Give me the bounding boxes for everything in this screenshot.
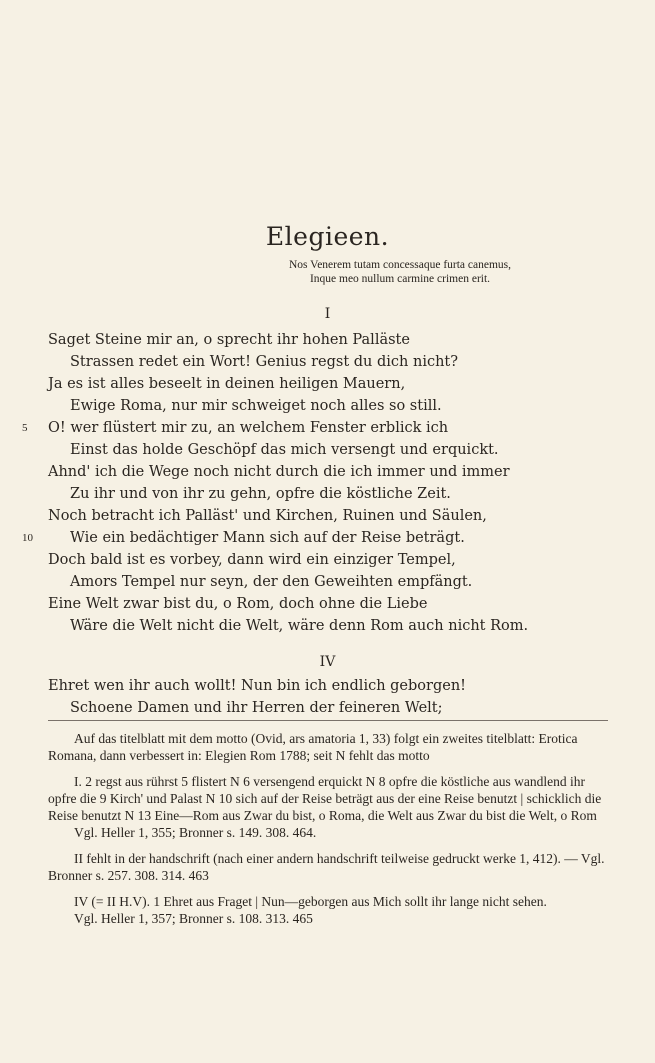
verse-line xyxy=(48,439,608,461)
verse-text: Ehret wen ihr auch wollt! Nun bin ich endlich geborgen! xyxy=(48,678,466,694)
verse-line xyxy=(48,593,608,615)
verse-text: Noch betracht ich Palläst' und Kirchen, Ruinen und Säulen, xyxy=(48,508,487,524)
verse-line xyxy=(48,505,608,527)
note-title-page: Auf das titelblatt mit dem motto (Ovid, ars amatoria 1, 33) folgt ein zweites titelblatt: Erotica Romana, dann verbessert in: Elegien Rom 1788; seit N fehlt das motto xyxy=(48,731,578,763)
note-references-iv: Vgl. Heller 1, 357; Bronner s. 108. 313. 465 xyxy=(74,911,313,926)
elegy-title: Elegieen. xyxy=(265,222,390,251)
verse-line xyxy=(48,373,608,395)
verse-text: Wäre die Welt nicht die Welt, wäre denn Rom auch nicht Rom. xyxy=(70,618,529,634)
verse-line xyxy=(48,697,608,719)
verse-text: Zu ihr und von ihr zu gehn, opfre die köstliche Zeit. xyxy=(70,486,451,502)
note-references-i: Vgl. Heller 1, 355; Bronner s. 149. 308. 464. xyxy=(74,825,317,840)
line-number: 5 xyxy=(22,422,28,434)
verse-text: Wie ein bedächtiger Mann sich auf der Reise beträgt. xyxy=(70,530,465,546)
verse-text: O! wer flüstert mir zu, an welchem Fenster erblick ich xyxy=(48,420,449,436)
verse-line xyxy=(48,675,608,697)
poem-section-i xyxy=(22,329,608,637)
verse-line xyxy=(48,329,608,351)
footnote-divider xyxy=(48,720,608,721)
verse-text: Strassen redet ein Wort! Genius regst du dich nicht? xyxy=(70,354,459,370)
verse-text: Einst das holde Geschöpf das mich versengt und erquickt. xyxy=(70,442,499,458)
verse-text: Ewige Roma, nur mir schweiget noch alles so still. xyxy=(70,398,442,414)
motto-line-1: Nos Venerem tutam concessaque furta canemus, xyxy=(288,259,512,271)
section-i-numeral: I xyxy=(324,306,331,322)
verse-text: Eine Welt zwar bist du, o Rom, doch ohne die Liebe xyxy=(48,596,428,612)
verse-text: Ja es ist alles beseelt in deinen heiligen Mauern, xyxy=(48,376,406,392)
verse-line xyxy=(48,571,608,593)
motto xyxy=(230,258,570,286)
note-section-ii: II fehlt in der handschrift (nach einer andern handschrift teilweise gedruckt werke 1, 412). — Vgl. Bronner s. 257. 308. 314. 463 xyxy=(48,851,605,883)
verse-text: Amors Tempel nur seyn, der den Geweihten empfängt. xyxy=(70,574,473,590)
verse-text: Ahnd' ich die Wege noch nicht durch die ich immer und immer xyxy=(48,464,510,480)
verse-line xyxy=(22,417,608,439)
verse-line xyxy=(48,483,608,505)
section-iv-numeral: IV xyxy=(319,654,336,670)
note-variants-iv: IV (= II H.V). 1 Ehret aus Fraget | Nun—geborgen aus Mich sollt ihr lange nicht sehen. xyxy=(74,894,547,909)
verse-line xyxy=(48,461,608,483)
line-number: 10 xyxy=(22,532,33,544)
apparatus-notes xyxy=(48,730,608,927)
verse-line xyxy=(48,549,608,571)
poem-section-iv xyxy=(48,675,608,719)
verse-line xyxy=(48,395,608,417)
verse-text: Doch bald ist es vorbey, dann wird ein einziger Tempel, xyxy=(48,552,456,568)
verse-text: Saget Steine mir an, o sprecht ihr hohen Palläste xyxy=(48,332,410,348)
verse-line xyxy=(48,351,608,373)
motto-line-2: Inque meo nullum carmine crimen erit. xyxy=(309,273,491,285)
note-variants-i: I. 2 regst aus rührst 5 flistert N 6 versengend erquickt N 8 opfre die köstliche aus wandlend ihr opfre die 9 Kirch' und Palast N 10 sich auf der Reise beträgt aus der eine Reise benutzt | schicklich die Reise benutzt N 13 Eine—Rom aus Zwar du bist, o Roma, die Welt aus Zwar du bist die Welt, o Rom xyxy=(48,774,602,823)
verse-line xyxy=(48,615,608,637)
verse-text: Schoene Damen und ihr Herren der feineren Welt; xyxy=(70,700,443,716)
verse-line xyxy=(22,527,608,549)
